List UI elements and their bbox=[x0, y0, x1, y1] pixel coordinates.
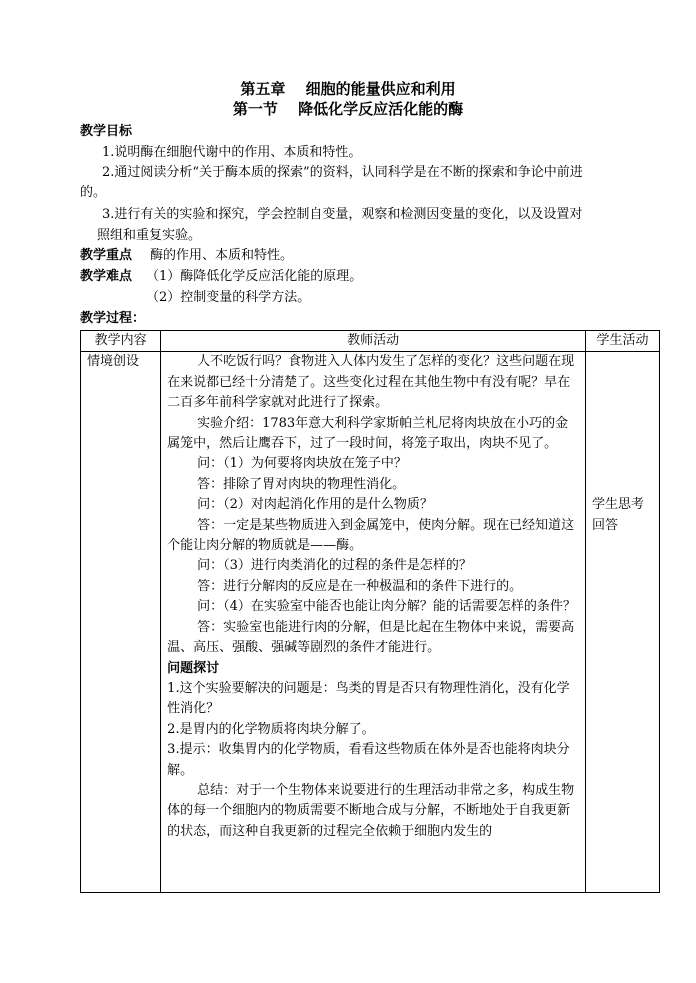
teacher-question: 问：（3）进行肉类消化的过程的条件是怎样的？ bbox=[197, 558, 472, 574]
header-teacher: 教师活动 bbox=[161, 331, 586, 352]
teacher-answer: 答：排除了胃对肉块的物理性消化。 bbox=[197, 476, 406, 492]
difficulty-1: （1）酶降低化学反应活化能的原理。 bbox=[146, 269, 363, 284]
discussion-item: 1.这个实验要解决的问题是：鸟类的胃是否只有物理性消化，没有化学性消化？ bbox=[167, 680, 570, 717]
objective-3-line-1: 3.进行有关的实验和探究，学会控制自变量，观察和检测因变量的变化，以及设置对 bbox=[102, 207, 583, 222]
row-content-cell bbox=[81, 352, 161, 893]
key-points-text: 酶的作用、本质和特性。 bbox=[150, 248, 294, 263]
difficulty-2: （2）控制变量的科学方法。 bbox=[146, 290, 311, 305]
discussion-item: 3.提示：收集胃内的化学物质，看看这些物质在体外是否也能将肉块分解。 bbox=[167, 742, 570, 778]
discussion-item: 2.是胃内的化学物质将肉块分解了。 bbox=[167, 721, 375, 737]
section-title: 第一节 降低化学反应活化能的酶 bbox=[232, 100, 464, 118]
subheading-problem-discussion: 问题探讨 bbox=[167, 660, 220, 676]
teacher-paragraph: 实验介绍：1783年意大利科学家斯帕兰札尼将肉块放在小巧的金属笼中，然后让鹰吞下，过了一段时间，将笼子取出，肉块不见了。 bbox=[167, 415, 569, 452]
teacher-question: 问：（1）为何要将肉块放在笼子中？ bbox=[197, 456, 407, 472]
summary-paragraph: 总结：对于一个生物体来说要进行的生理活动非常之多，构成生物体的每一个细胞内的物质需要不断地合成与分解，不断地处于自我更新的状态，而这种自我更新的过程完全依赖于细胞内发生的 bbox=[167, 782, 575, 839]
teacher-question: 问：（2）对肉起消化作用的是什么物质？ bbox=[197, 497, 433, 513]
teacher-question: 问：（4）在实验室中能否也能让肉分解？能的话需要怎样的条件？ bbox=[197, 599, 576, 615]
objective-2-line-2: 的。 bbox=[80, 185, 107, 200]
row-content: 情境创设 bbox=[87, 354, 140, 370]
chapter-title: 第五章 细胞的能量供应和利用 bbox=[240, 80, 456, 98]
objective-1: 1.说明酶在细胞代谢中的作用、本质和特性。 bbox=[102, 145, 362, 160]
key-points-label: 教学重点 bbox=[80, 248, 133, 263]
teacher-answer: 答：进行分解肉的反应是在一种极温和的条件下进行的。 bbox=[197, 578, 523, 594]
objectives-heading: 教学目标 bbox=[80, 124, 133, 139]
teacher-answer: 答：一定是某些物质进入到金属笼中，使肉分解。现在已经知道这个能让肉分解的物质就是——酶。 bbox=[167, 517, 575, 554]
teacher-paragraph: 人不吃饭行吗？食物进入人体内发生了怎样的变化？这些问题在现在来说都已经十分清楚了。这些变化过程在其他生物中有没有呢？早在二百多年前科学家就对此进行了探索。 bbox=[167, 354, 575, 411]
objective-3-line-2: 照组和重复实验。 bbox=[97, 228, 202, 243]
header-student: 学生活动 bbox=[586, 331, 660, 352]
difficulties-label: 教学难点 bbox=[80, 269, 133, 284]
process-table bbox=[80, 330, 660, 893]
row-student: 学生思考回答 bbox=[592, 497, 645, 533]
process-heading: 教学过程： bbox=[80, 311, 146, 326]
row-teacher-cell bbox=[161, 352, 586, 893]
objective-2-line-1: 2.通过阅读分析“关于酶本质的探索”的资料，认同科学是在不断的探索和争论中前进 bbox=[102, 165, 583, 180]
table-header-row bbox=[81, 331, 660, 352]
header-content: 教学内容 bbox=[81, 331, 161, 352]
teacher-answer: 答：实验室也能进行肉的分解，但是比起在生物体中来说，需要高温、高压、强酸、强碱等剧烈的条件才能进行。 bbox=[167, 619, 575, 656]
table-row bbox=[81, 352, 660, 893]
row-student-cell bbox=[586, 352, 660, 893]
